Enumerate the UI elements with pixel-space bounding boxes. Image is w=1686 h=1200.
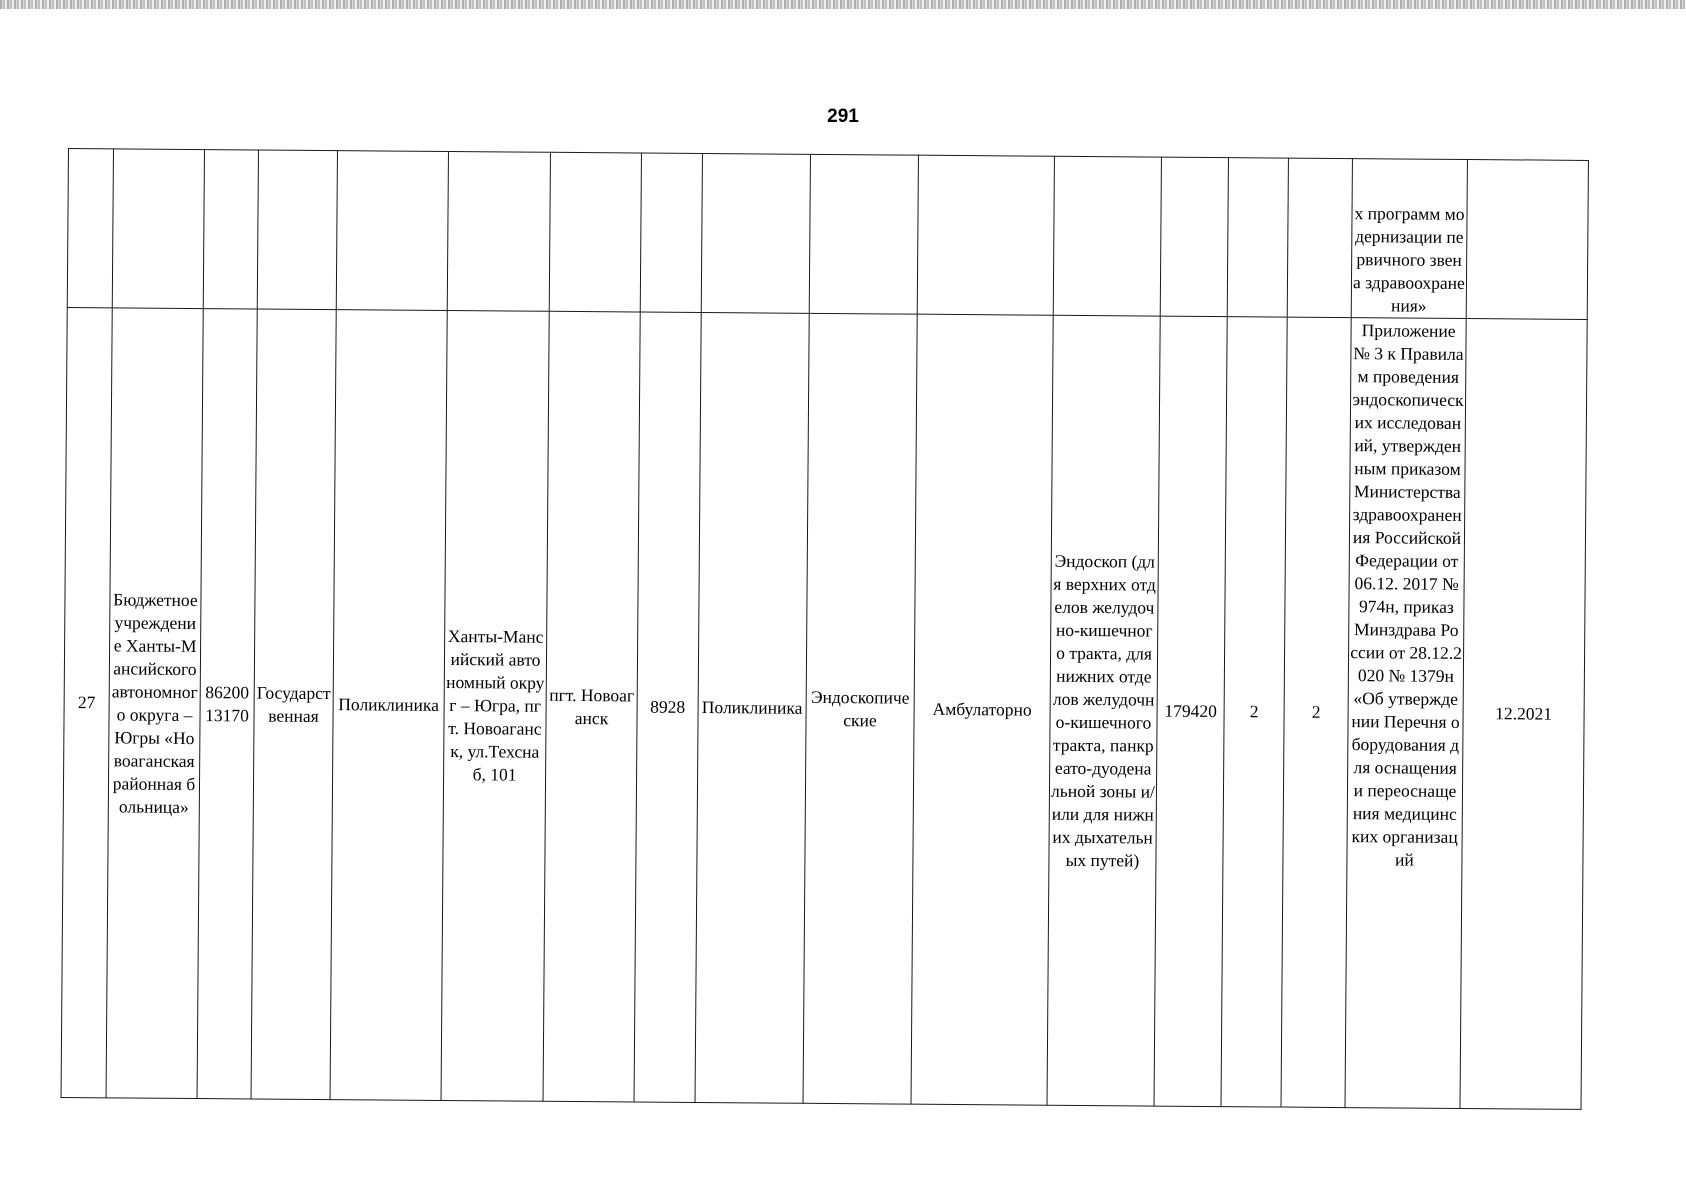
equipment-table	[61, 148, 1589, 1110]
quantity-cell: 2	[1221, 317, 1287, 1107]
table-cell	[1287, 158, 1352, 317]
table-cell	[67, 149, 113, 308]
table-cell	[447, 151, 550, 311]
code-cell: 8620013170	[197, 309, 257, 1099]
profile-cell: Эндоскопические	[803, 313, 917, 1104]
table-row	[67, 149, 1588, 320]
population-cell: 8928	[634, 312, 701, 1102]
table-cell	[257, 150, 337, 310]
table-cell	[640, 153, 702, 312]
care-form-cell: Амбулаторно	[911, 314, 1053, 1105]
scan-edge-artifact	[0, 0, 1686, 9]
ownership-cell: Государственная	[251, 309, 336, 1100]
equipment-code-cell: 179420	[1154, 316, 1227, 1107]
table-cell	[809, 154, 918, 314]
facility-type-cell: Поликлиника	[330, 310, 447, 1101]
equipment-cell: Эндоскоп (для верхних отделов желудочно-кишечного тракта, для нижних отделов желудочно-кишечного тракта, панкреато-дуоденальной зоны и/или для нижних дыхательных путей)	[1047, 315, 1160, 1106]
settlement-cell: пгт. Новоаганск	[543, 311, 640, 1102]
table-cell	[1227, 158, 1288, 317]
table-cell	[1160, 157, 1228, 317]
table-cell	[549, 152, 641, 312]
row-number-cell: 27	[61, 307, 112, 1097]
table-cell	[1053, 156, 1161, 316]
organization-cell: Бюджетное учреждение Ханты-Мансийского автономного округа – Югры «Новоаганская районная больница»	[106, 308, 203, 1099]
unit-cell: Поликлиника	[695, 312, 809, 1103]
table-cell	[336, 151, 448, 311]
table-cell	[112, 149, 204, 309]
table-cell	[701, 153, 810, 313]
table-cell	[1466, 159, 1588, 319]
date-cell: 12.2021	[1460, 318, 1587, 1109]
document-cell: Приложение № 3 к Правилам проведения эндоскопических исследований, утвержденным приказом Министерства здравоохранения Российской Федерации от 06.12. 2017 № 974н, приказ Минздрава России от 28.12.2020 № 1379н «Об утверждении Перечня оборудования для оснащения и переоснащения медицинских организаций	[1345, 318, 1466, 1109]
address-cell: Ханты-Мансийский автономный округ – Югра, пгт. Новоаганск, ул.Техснаб, 101	[441, 310, 549, 1101]
table-row	[61, 307, 1587, 1109]
continued-document-cell: х программ модернизации первичного звена здравоохранения»	[1351, 159, 1467, 319]
quantity-cell: 2	[1281, 317, 1351, 1107]
page-number: 291	[827, 106, 859, 127]
table-cell	[917, 155, 1054, 315]
table-cell	[203, 150, 258, 309]
